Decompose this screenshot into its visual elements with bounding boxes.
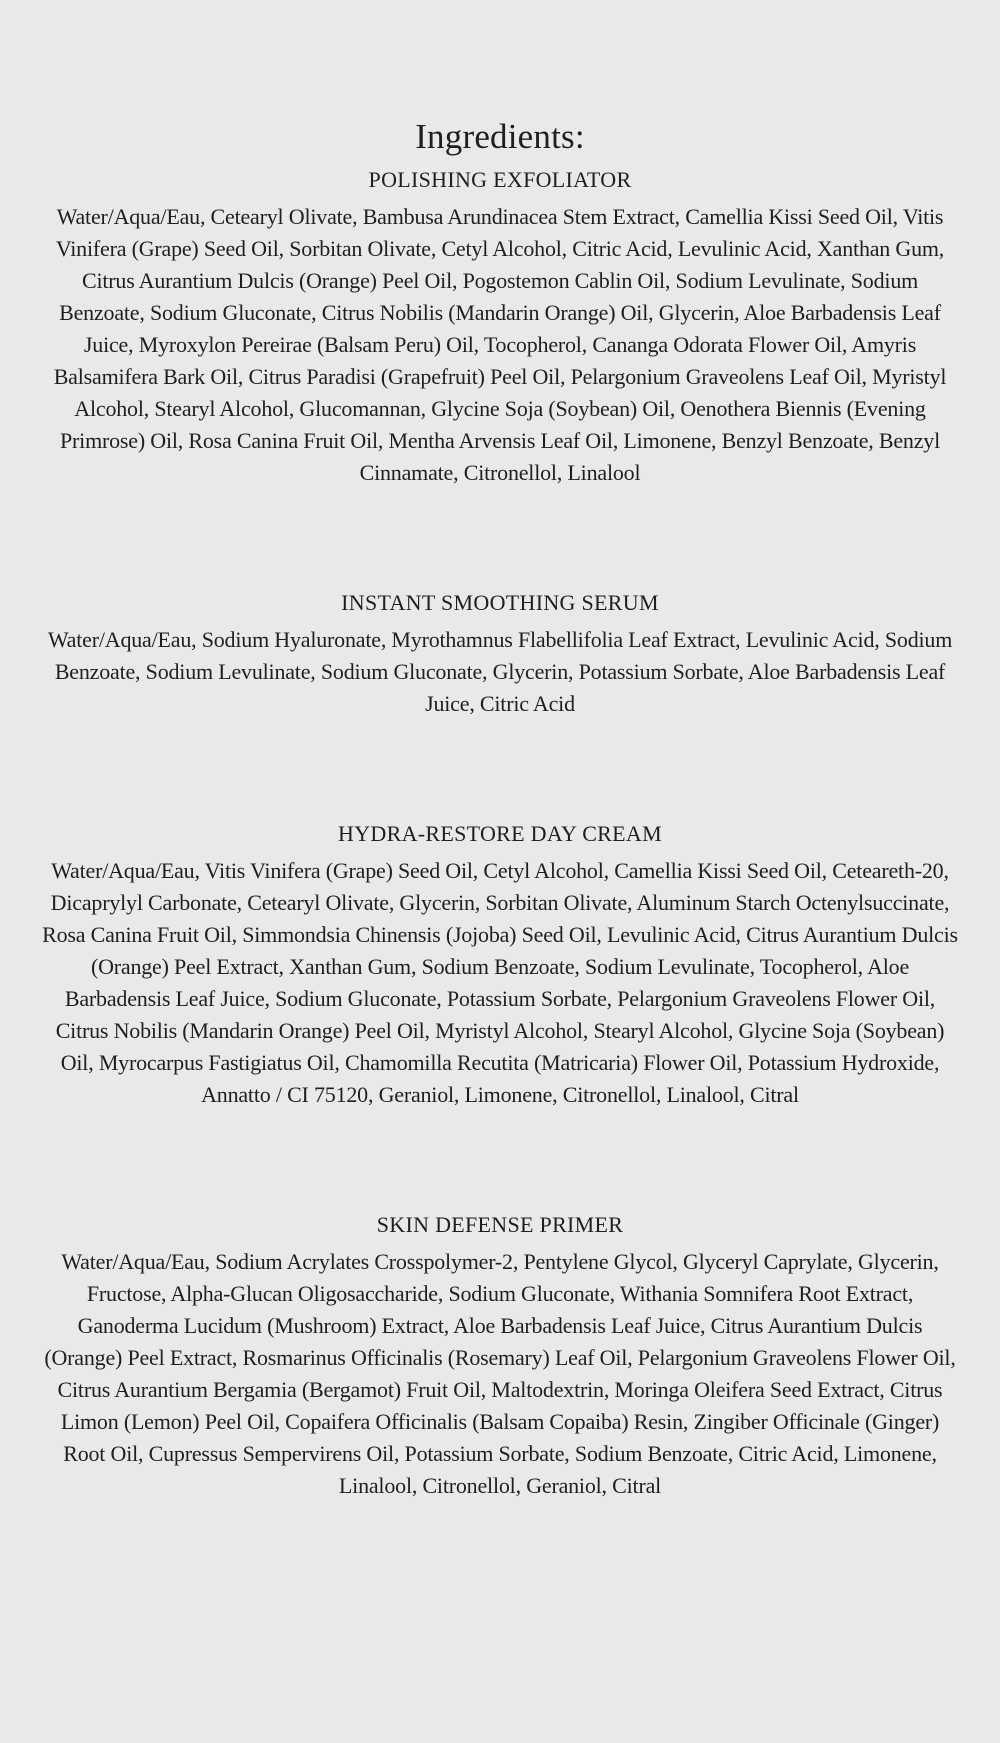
product-name-skin-defense-primer: SKIN DEFENSE PRIMER	[376, 1212, 624, 1237]
page-title: Ingredients:	[415, 117, 585, 156]
ingredients-text-skin-defense-primer: Water/Aqua/Eau, Sodium Acrylates Crosspolymer-2, Pentylene Glycol, Glyceryl Caprylate, Glycerin, Fructose, Alpha-Glucan Oligosaccharide, Sodium Gluconate, Withania Somnifera Root Extract, Ganoderma Lucidum (Mushroom) Extract, Aloe Barbadensis Leaf Juice, Citrus Aurantium Dulcis (Orange) Peel Extract, Rosmarinus Officinalis (Rosemary) Leaf Oil, Pelargonium Graveolens Flower Oil, Citrus Aurantium Bergamia (Bergamot) Fruit Oil, Maltodextrin, Moringa Oleifera Seed Extract, Citrus Limon (Lemon) Peel Oil, Copaifera Officinalis (Balsam Copaiba) Resin, Zingiber Officinale (Ginger) Root Oil, Cupressus Sempervirens Oil, Potassium Sorbate, Sodium Benzoate, Citric Acid, Limonene, Linalool, Citronellol, Geraniol, Citral	[44, 1249, 956, 1498]
section-hydra-restore-day-cream	[38, 818, 962, 1111]
ingredients-text-hydra-restore-day-cream: Water/Aqua/Eau, Vitis Vinifera (Grape) Seed Oil, Cetyl Alcohol, Camellia Kissi Seed Oil, Ceteareth-20, Dicaprylyl Carbonate, Cetearyl Olivate, Glycerin, Sorbitan Olivate, Aluminum Starch Octenylsuccinate, Rosa Canina Fruit Oil, Simmondsia Chinensis (Jojoba) Seed Oil, Levulinic Acid, Citrus Aurantium Dulcis (Orange) Peel Extract, Xanthan Gum, Sodium Benzoate, Sodium Levulinate, Tocopherol, Aloe Barbadensis Leaf Juice, Sodium Gluconate, Potassium Sorbate, Pelargonium Graveolens Flower Oil, Citrus Nobilis (Mandarin Orange) Peel Oil, Myristyl Alcohol, Stearyl Alcohol, Glycine Soja (Soybean) Oil, Myrocarpus Fastigiatus Oil, Chamomilla Recutita (Matricaria) Flower Oil, Potassium Hydroxide, Annatto / CI 75120, Geraniol, Limonene, Citronellol, Linalool, Citral	[42, 858, 958, 1107]
product-name-instant-smoothing-serum: INSTANT SMOOTHING SERUM	[341, 590, 659, 615]
section-instant-smoothing-serum	[38, 587, 962, 720]
section-polishing-exfoliator	[38, 164, 962, 489]
ingredients-text-polishing-exfoliator: Water/Aqua/Eau, Cetearyl Olivate, Bambusa Arundinacea Stem Extract, Camellia Kissi Seed Oil, Vitis Vinifera (Grape) Seed Oil, Sorbitan Olivate, Cetyl Alcohol, Citric Acid, Levulinic Acid, Xanthan Gum, Citrus Aurantium Dulcis (Orange) Peel Oil, Pogostemon Cablin Oil, Sodium Levulinate, Sodium Benzoate, Sodium Gluconate, Citrus Nobilis (Mandarin Orange) Oil, Glycerin, Aloe Barbadensis Leaf Juice, Myroxylon Pereirae (Balsam Peru) Oil, Tocopherol, Cananga Odorata Flower Oil, Amyris Balsamifera Bark Oil, Citrus Paradisi (Grapefruit) Peel Oil, Pelargonium Graveolens Leaf Oil, Myristyl Alcohol, Stearyl Alcohol, Glucomannan, Glycine Soja (Soybean) Oil, Oenothera Biennis (Evening Primrose) Oil, Rosa Canina Fruit Oil, Mentha Arvensis Leaf Oil, Limonene, Benzyl Benzoate, Benzyl Cinnamate, Citronellol, Linalool	[53, 204, 947, 485]
ingredients-text-instant-smoothing-serum: Water/Aqua/Eau, Sodium Hyaluronate, Myrothamnus Flabellifolia Leaf Extract, Levulinic Acid, Sodium Benzoate, Sodium Levulinate, Sodium Gluconate, Glycerin, Potassium Sorbate, Aloe Barbadensis Leaf Juice, Citric Acid	[47, 627, 953, 716]
section-skin-defense-primer	[38, 1209, 962, 1502]
product-name-polishing-exfoliator: POLISHING EXFOLIATOR	[368, 167, 632, 192]
product-name-hydra-restore-day-cream: HYDRA-RESTORE DAY CREAM	[338, 821, 662, 846]
